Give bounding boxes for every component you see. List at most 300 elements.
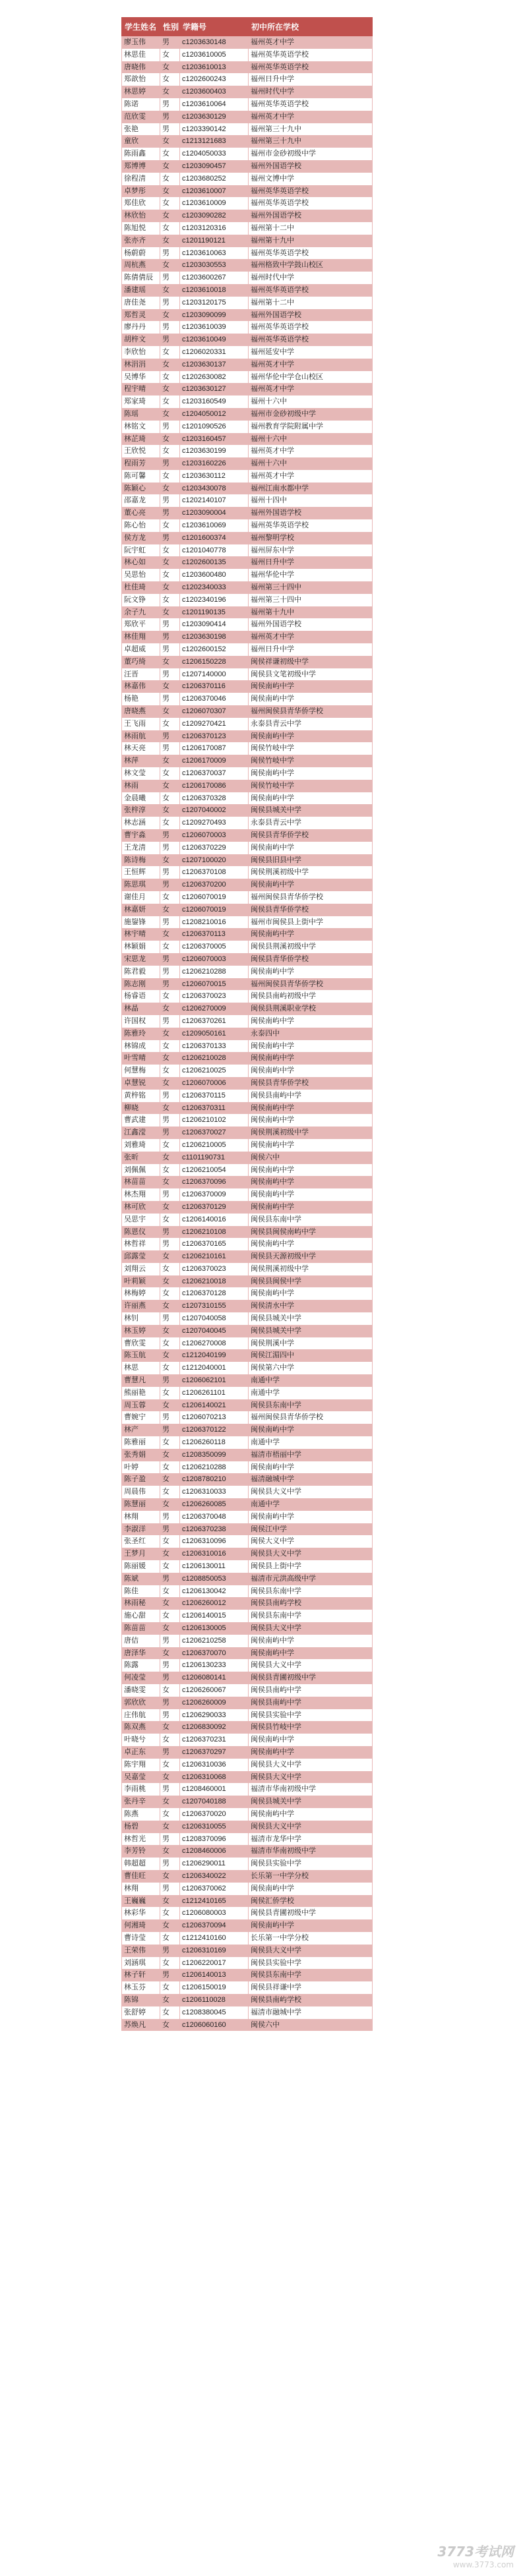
table-row <box>122 879 373 891</box>
student-name-cell: 叶晓兮 <box>122 1734 160 1746</box>
gender-cell: 男 <box>160 1127 180 1139</box>
gender-cell: 女 <box>160 395 180 408</box>
school-cell: 福清市梧丽中学 <box>249 1449 373 1461</box>
table-row <box>122 569 373 581</box>
student-id-cell: c1206070019 <box>180 904 249 916</box>
gender-cell: 女 <box>160 767 180 780</box>
student-id-cell: c1206150019 <box>180 1981 249 1994</box>
student-name-cell: 宋思龙 <box>122 953 160 966</box>
table-row <box>122 618 373 631</box>
table-row <box>122 755 373 767</box>
gender-cell: 男 <box>160 1969 180 1981</box>
school-cell: 永泰县青云中学 <box>249 817 373 829</box>
student-id-cell: c1206370070 <box>180 1647 249 1660</box>
school-cell: 闽侯南屿中学 <box>249 792 373 805</box>
table-row <box>122 928 373 941</box>
student-name-cell: 陈君毅 <box>122 966 160 978</box>
student-name-cell: 林涓涓 <box>122 359 160 371</box>
gender-cell: 男 <box>160 1746 180 1759</box>
gender-cell: 男 <box>160 111 180 123</box>
school-cell: 闽侯南屿中学 <box>249 1883 373 1895</box>
student-id-cell: c1206310096 <box>180 1535 249 1548</box>
table-row <box>122 705 373 718</box>
student-id-cell: c1203610049 <box>180 334 249 346</box>
student-id-cell: c1203390142 <box>180 123 249 136</box>
student-name-cell: 杨睿语 <box>122 990 160 1003</box>
gender-cell: 女 <box>160 61 180 74</box>
table-row <box>122 197 373 210</box>
school-cell: 闽侯南屿中学 <box>249 1114 373 1127</box>
table-row <box>122 1214 373 1226</box>
student-id-cell: c1203160226 <box>180 457 249 470</box>
student-id-cell: c1203610005 <box>180 49 249 61</box>
gender-cell: 女 <box>160 135 180 148</box>
student-roster-table <box>121 17 373 2031</box>
student-name-cell: 曹婉宁 <box>122 1411 160 1424</box>
table-row <box>122 1858 373 1870</box>
table-row <box>122 1523 373 1536</box>
student-name-cell: 林可欣 <box>122 1201 160 1214</box>
table-row <box>122 1709 373 1722</box>
student-name-cell: 陈玉航 <box>122 1349 160 1362</box>
student-id-cell: c1206210258 <box>180 1635 249 1647</box>
student-id-cell: c1206130233 <box>180 1659 249 1672</box>
gender-cell: 女 <box>160 680 180 693</box>
school-cell: 闽侯南屿中学 <box>249 730 373 743</box>
student-id-cell: c1203610069 <box>180 519 249 532</box>
student-name-cell: 吴嘉莹 <box>122 1771 160 1784</box>
student-id-cell: c1206130011 <box>180 1560 249 1573</box>
school-cell: 福州华伦中学 <box>249 569 373 581</box>
school-cell: 福州英华英语学校 <box>249 284 373 297</box>
table-row <box>122 904 373 916</box>
student-id-cell: c1206080003 <box>180 1907 249 1919</box>
gender-cell: 女 <box>160 1052 180 1065</box>
gender-cell: 女 <box>160 990 180 1003</box>
gender-cell: 男 <box>160 1697 180 1709</box>
school-cell: 福州外国语学校 <box>249 507 373 519</box>
student-id-cell: c1208350099 <box>180 1449 249 1461</box>
gender-cell: 男 <box>160 123 180 136</box>
table-row <box>122 148 373 160</box>
gender-cell: 女 <box>160 1164 180 1177</box>
school-cell: 福州第十二中 <box>249 297 373 309</box>
student-id-cell: c1207040045 <box>180 1325 249 1337</box>
table-row <box>122 111 373 123</box>
table-row <box>122 359 373 371</box>
school-cell: 福州时代中学 <box>249 272 373 284</box>
school-cell: 福州英才中学 <box>249 383 373 395</box>
school-cell: 闽侯县天源初级中学 <box>249 1250 373 1263</box>
school-cell: 闽侯南屿中学 <box>249 1052 373 1065</box>
student-id-cell: c1206070006 <box>180 1077 249 1090</box>
school-cell: 福州英华英语学校 <box>249 49 373 61</box>
student-id-cell: c1206370037 <box>180 767 249 780</box>
table-row <box>122 656 373 668</box>
gender-cell: 女 <box>160 185 180 198</box>
student-id-cell: c1203680252 <box>180 173 249 185</box>
table-row <box>122 61 373 74</box>
table-row <box>122 1721 373 1734</box>
school-cell: 福州江南水都中学 <box>249 483 373 495</box>
gender-cell: 女 <box>160 284 180 297</box>
student-id-cell: c1206290011 <box>180 1858 249 1870</box>
student-id-cell: c1206140015 <box>180 1610 249 1622</box>
gender-cell: 女 <box>160 544 180 557</box>
student-name-cell: 陈燕 <box>122 1808 160 1821</box>
student-name-cell: 杨碧 <box>122 1821 160 1833</box>
gender-cell: 男 <box>160 916 180 929</box>
student-id-cell: c1206150228 <box>180 656 249 668</box>
student-id-cell: c1209270421 <box>180 718 249 730</box>
student-name-cell: 林心如 <box>122 556 160 569</box>
header-gender: 性别 <box>160 18 180 36</box>
student-name-cell: 叶婷 <box>122 1461 160 1474</box>
gender-cell: 女 <box>160 1250 180 1263</box>
school-cell: 闽侯南屿中学 <box>249 1102 373 1115</box>
table-row <box>122 1362 373 1374</box>
school-cell: 福州日升中学 <box>249 556 373 569</box>
school-cell: 福州闽侯县青华侨学校 <box>249 1411 373 1424</box>
table-row <box>122 1040 373 1053</box>
gender-cell: 男 <box>160 742 180 755</box>
table-row <box>122 1102 373 1115</box>
gender-cell: 女 <box>160 445 180 457</box>
table-row <box>122 1449 373 1461</box>
gender-cell: 男 <box>160 1672 180 1684</box>
gender-cell: 男 <box>160 247 180 260</box>
student-id-cell: c1206130005 <box>180 1622 249 1635</box>
student-id-cell: c1203610007 <box>180 185 249 198</box>
table-row <box>122 247 373 260</box>
student-id-cell: c1203610039 <box>180 321 249 334</box>
school-cell: 福州时代中学 <box>249 86 373 98</box>
student-name-cell: 谢佳月 <box>122 891 160 904</box>
school-cell: 闽侯县闽侯南屿中学 <box>249 1226 373 1239</box>
student-name-cell: 林宇晴 <box>122 928 160 941</box>
school-cell: 闽侯南屿中学 <box>249 1065 373 1077</box>
student-id-cell: c1206370229 <box>180 842 249 854</box>
gender-cell: 男 <box>160 1424 180 1436</box>
gender-cell: 女 <box>160 718 180 730</box>
gender-cell: 女 <box>160 904 180 916</box>
student-name-cell: 唐泽华 <box>122 1647 160 1660</box>
student-id-cell: c1206260067 <box>180 1684 249 1697</box>
gender-cell: 女 <box>160 1907 180 1919</box>
student-name-cell: 廖玉伟 <box>122 36 160 49</box>
gender-cell: 女 <box>160 1287 180 1300</box>
student-name-cell: 廖丹丹 <box>122 321 160 334</box>
gender-cell: 女 <box>160 1040 180 1053</box>
student-name-cell: 杨艳 <box>122 693 160 705</box>
school-cell: 闽侯县旧县中学 <box>249 854 373 867</box>
table-row <box>122 556 373 569</box>
gender-cell: 男 <box>160 272 180 284</box>
student-name-cell: 林翔 <box>122 1511 160 1523</box>
school-cell: 闽侯江中学 <box>249 1523 373 1536</box>
gender-cell: 女 <box>160 1152 180 1164</box>
school-cell: 闽侯荆溪初级中学 <box>249 866 373 879</box>
student-id-cell: c1203630198 <box>180 631 249 643</box>
table-row <box>122 1759 373 1771</box>
student-name-cell: 林欣怡 <box>122 210 160 222</box>
table-row <box>122 1263 373 1275</box>
table-row <box>122 1052 373 1065</box>
table-row <box>122 631 373 643</box>
gender-cell: 男 <box>160 866 180 879</box>
school-cell: 福清市元洪高级中学 <box>249 1573 373 1585</box>
student-name-cell: 阮文铮 <box>122 594 160 606</box>
school-cell: 闽侯南屿中学 <box>249 1164 373 1177</box>
table-row <box>122 1300 373 1312</box>
student-name-cell: 陈心怡 <box>122 519 160 532</box>
student-id-cell: c1206830092 <box>180 1721 249 1734</box>
student-id-cell: c1206370115 <box>180 1090 249 1102</box>
student-name-cell: 邵嘉龙 <box>122 494 160 507</box>
table-row <box>122 1597 373 1610</box>
gender-cell: 女 <box>160 1275 180 1288</box>
gender-cell: 女 <box>160 408 180 421</box>
student-id-cell: c1208370096 <box>180 1833 249 1846</box>
school-cell: 福州第十九中 <box>249 606 373 619</box>
gender-cell: 女 <box>160 2019 180 2032</box>
gender-cell: 男 <box>160 643 180 656</box>
student-name-cell: 陈露 <box>122 1659 160 1672</box>
table-row <box>122 1883 373 1895</box>
gender-cell: 男 <box>160 1238 180 1250</box>
student-id-cell: c1206370094 <box>180 1919 249 1932</box>
student-id-cell: c1206210161 <box>180 1250 249 1263</box>
school-cell: 闽侯南屿中学 <box>249 928 373 941</box>
student-name-cell: 何慧梅 <box>122 1065 160 1077</box>
student-id-cell: c1206370062 <box>180 1883 249 1895</box>
table-row <box>122 1585 373 1598</box>
table-row <box>122 346 373 359</box>
school-cell: 闽侯江湄四中 <box>249 1349 373 1362</box>
table-row <box>122 941 373 953</box>
school-cell: 闽侯县文笔初级中学 <box>249 668 373 681</box>
table-row <box>122 1349 373 1362</box>
student-name-cell: 陈慧丽 <box>122 1498 160 1511</box>
table-row <box>122 408 373 421</box>
gender-cell: 女 <box>160 1399 180 1412</box>
table-row <box>122 1746 373 1759</box>
table-row <box>122 1684 373 1697</box>
school-cell: 闽侯南屿中学 <box>249 1238 373 1250</box>
student-name-cell: 李欣怡 <box>122 346 160 359</box>
school-cell: 永泰县青云中学 <box>249 718 373 730</box>
gender-cell: 男 <box>160 1858 180 1870</box>
table-row <box>122 1659 373 1672</box>
school-cell: 福州英华英语学校 <box>249 321 373 334</box>
student-id-cell: c1203120316 <box>180 222 249 235</box>
student-id-cell: c1206310036 <box>180 1759 249 1771</box>
school-cell: 闽侯南屿中学 <box>249 1424 373 1436</box>
gender-cell: 男 <box>160 494 180 507</box>
student-name-cell: 林铭文 <box>122 421 160 433</box>
school-cell: 闽侯县青圃初级中学 <box>249 1672 373 1684</box>
student-name-cell: 施鋆锋 <box>122 916 160 929</box>
student-name-cell: 陈雨鑫 <box>122 148 160 160</box>
school-cell: 福州延安中学 <box>249 346 373 359</box>
gender-cell: 女 <box>160 1387 180 1399</box>
student-name-cell: 刘雅琦 <box>122 1139 160 1152</box>
gender-cell: 女 <box>160 1337 180 1350</box>
gender-cell: 女 <box>160 433 180 446</box>
gender-cell: 男 <box>160 1411 180 1424</box>
student-id-cell: c1203090004 <box>180 507 249 519</box>
gender-cell: 女 <box>160 1721 180 1734</box>
gender-cell: 女 <box>160 1585 180 1598</box>
school-cell: 福州英才中学 <box>249 359 373 371</box>
student-id-cell: c1203600267 <box>180 272 249 284</box>
student-name-cell: 陈倩倩辰 <box>122 272 160 284</box>
student-name-cell: 林思 <box>122 1362 160 1374</box>
student-name-cell: 林文莹 <box>122 767 160 780</box>
gender-cell: 女 <box>160 1597 180 1610</box>
student-name-cell: 陈子盈 <box>122 1473 160 1486</box>
gender-cell: 男 <box>160 98 180 111</box>
table-row <box>122 123 373 136</box>
gender-cell: 女 <box>160 1449 180 1461</box>
gender-cell: 男 <box>160 1312 180 1325</box>
student-id-cell: c1206070019 <box>180 891 249 904</box>
school-cell: 闽侯县南屿中学 <box>249 1684 373 1697</box>
table-row <box>122 1957 373 1970</box>
gender-cell: 女 <box>160 1919 180 1932</box>
table-row <box>122 978 373 991</box>
student-name-cell: 张昕 <box>122 1152 160 1164</box>
student-id-cell: c1206020331 <box>180 346 249 359</box>
gender-cell: 女 <box>160 780 180 792</box>
student-id-cell: c1204050033 <box>180 148 249 160</box>
school-cell: 福州第三十四中 <box>249 594 373 606</box>
student-id-cell: c1206370122 <box>180 1424 249 1436</box>
student-id-cell: c1203630137 <box>180 359 249 371</box>
school-cell: 闽侯六中 <box>249 1152 373 1164</box>
student-id-cell: c1206310033 <box>180 1486 249 1498</box>
school-cell: 闽侯南屿中学 <box>249 1635 373 1647</box>
student-name-cell: 林彩华 <box>122 1907 160 1919</box>
student-name-cell: 王荣伟 <box>122 1945 160 1957</box>
gender-cell: 女 <box>160 1981 180 1994</box>
table-row <box>122 1945 373 1957</box>
table-row <box>122 235 373 247</box>
gender-cell: 女 <box>160 854 180 867</box>
student-name-cell: 陈雅玲 <box>122 1028 160 1040</box>
school-cell: 闽侯清水中学 <box>249 1300 373 1312</box>
student-name-cell: 吴思宇 <box>122 1214 160 1226</box>
gender-cell: 男 <box>160 1833 180 1846</box>
school-cell: 闽侯县南屿中学 <box>249 1090 373 1102</box>
student-id-cell: c1208380045 <box>180 2006 249 2019</box>
table-row <box>122 842 373 854</box>
student-name-cell: 曹诗莹 <box>122 1932 160 1945</box>
student-name-cell: 柳晓 <box>122 1102 160 1115</box>
student-name-cell: 董巧绮 <box>122 656 160 668</box>
student-name-cell: 林天亮 <box>122 742 160 755</box>
table-row <box>122 309 373 322</box>
student-id-cell: c1209270493 <box>180 817 249 829</box>
student-name-cell: 唐佶 <box>122 1635 160 1647</box>
table-row <box>122 1325 373 1337</box>
student-id-cell: c1203090414 <box>180 618 249 631</box>
gender-cell: 女 <box>160 1214 180 1226</box>
table-row <box>122 1461 373 1474</box>
school-cell: 福清市华南初级中学 <box>249 1845 373 1858</box>
student-name-cell: 陈斌 <box>122 1573 160 1585</box>
gender-cell: 男 <box>160 879 180 891</box>
student-name-cell: 林玉芬 <box>122 1981 160 1994</box>
table-row <box>122 1127 373 1139</box>
school-cell: 长乐第一中学分校 <box>249 1932 373 1945</box>
gender-cell: 女 <box>160 1461 180 1474</box>
student-id-cell: c1206210288 <box>180 1461 249 1474</box>
student-id-cell: c1206260009 <box>180 1697 249 1709</box>
school-cell: 闽侯县大义中学 <box>249 1821 373 1833</box>
school-cell: 福州闽侯县青华侨学校 <box>249 891 373 904</box>
table-row <box>122 73 373 86</box>
student-name-cell: 林颖娟 <box>122 941 160 953</box>
school-cell: 闽侯第六中学 <box>249 1362 373 1374</box>
student-name-cell: 林晶 <box>122 1003 160 1015</box>
student-id-cell: c1201190121 <box>180 235 249 247</box>
table-row <box>122 1201 373 1214</box>
table-row <box>122 1387 373 1399</box>
school-cell: 闽侯县实验中学 <box>249 1957 373 1970</box>
gender-cell: 女 <box>160 1263 180 1275</box>
student-name-cell: 王巍巍 <box>122 1895 160 1908</box>
student-id-cell: c1206310055 <box>180 1821 249 1833</box>
student-id-cell: c1206070003 <box>180 829 249 842</box>
table-row <box>122 1573 373 1585</box>
student-name-cell: 郑家琦 <box>122 395 160 408</box>
student-name-cell: 林翔 <box>122 1883 160 1895</box>
table-row <box>122 1015 373 1028</box>
table-row <box>122 1238 373 1250</box>
gender-cell: 女 <box>160 656 180 668</box>
student-id-cell: c1212040199 <box>180 1349 249 1362</box>
table-row <box>122 1845 373 1858</box>
school-cell: 闽侯南屿中学 <box>249 1734 373 1746</box>
student-name-cell: 郑哲灵 <box>122 309 160 322</box>
school-cell: 福州英才中学 <box>249 36 373 49</box>
school-cell: 福州英华英语学校 <box>249 519 373 532</box>
gender-cell: 男 <box>160 618 180 631</box>
student-id-cell: c1101190731 <box>180 1152 249 1164</box>
student-id-cell: c1203610064 <box>180 98 249 111</box>
school-cell: 闽侯南屿中学 <box>249 767 373 780</box>
student-name-cell: 陈锦 <box>122 1994 160 2006</box>
student-name-cell: 陈诗梅 <box>122 854 160 867</box>
student-name-cell: 徐程清 <box>122 173 160 185</box>
school-cell: 福州格致中学鼓山校区 <box>249 259 373 272</box>
student-name-cell: 阮宇虹 <box>122 544 160 557</box>
table-row <box>122 544 373 557</box>
student-id-cell: c1206140013 <box>180 1969 249 1981</box>
school-cell: 福州市闽侯县上街中学 <box>249 916 373 929</box>
student-name-cell: 刘涵琪 <box>122 1957 160 1970</box>
school-cell: 闽侯县城关中学 <box>249 1325 373 1337</box>
student-name-cell: 林子轩 <box>122 1969 160 1981</box>
school-cell: 福州外国语学校 <box>249 210 373 222</box>
student-name-cell: 林苗苗 <box>122 1176 160 1188</box>
student-id-cell: c1203600480 <box>180 569 249 581</box>
student-id-cell: c1201040778 <box>180 544 249 557</box>
gender-cell: 女 <box>160 569 180 581</box>
student-name-cell: 周晨伟 <box>122 1486 160 1498</box>
student-name-cell: 陈思琪 <box>122 879 160 891</box>
